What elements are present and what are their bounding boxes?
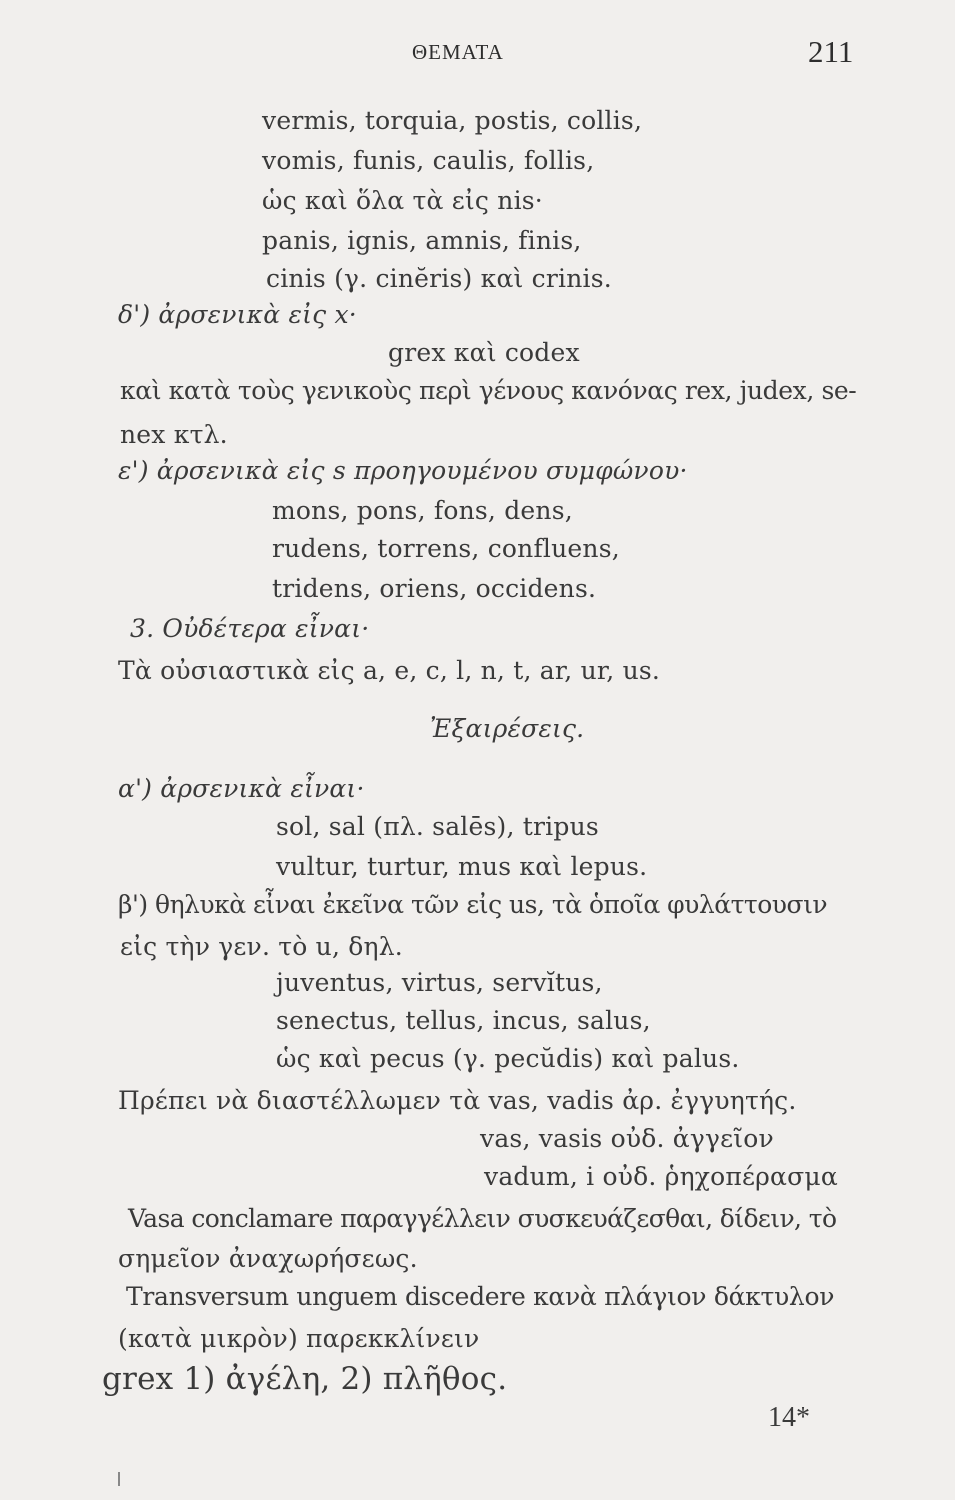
text-line: cinis (γ. cinĕris) καὶ crinis. [266, 264, 612, 293]
text-line: senectus, tellus, incus, salus, [276, 1006, 651, 1035]
text-line: rudens, torrens, confluens, [272, 534, 620, 563]
text-line: καὶ κατὰ τοὺς γενικοὺς περὶ γένους κανόνας rex, judex, se- [120, 376, 857, 405]
text-line: panis, ignis, amnis, finis, [262, 226, 582, 255]
text-line: (κατὰ μικρὸν) παρεκκλίνειν [118, 1324, 480, 1353]
section-heading: 3. Οὐδέτερα εἶναι· [130, 614, 370, 643]
running-head-title: ΘΕΜΑΤΑ [412, 40, 504, 64]
page-number: 211 [808, 34, 854, 69]
text-line: vermis, torquia, postis, collis, [262, 106, 643, 135]
text-line: tridens, oriens, occidens. [272, 574, 597, 603]
text-line: α') ἀρσενικὰ εἶναι· [118, 774, 365, 803]
text-line: sol, sal (πλ. salēs), tripus [276, 812, 599, 841]
text-line: ε') ἀρσενικὰ εἰς s προηγουμένου συμφώνου· [118, 456, 688, 485]
text-line: εἰς τὴν γεν. τὸ u, δηλ. [120, 932, 403, 961]
text-line: vas, vasis οὐδ. ἀγγεῖον [480, 1124, 774, 1153]
text-line: Transversum unguem discedere κανὰ πλάγιον δάκτυλον [126, 1282, 835, 1311]
text-line: mons, pons, fons, dens, [272, 496, 573, 525]
subsection-heading: Ἐξαιρέσεις. [430, 714, 585, 743]
text-line: σημεῖον ἀναχωρήσεως. [118, 1244, 418, 1273]
text-line: δ') ἀρσενικὰ εἰς x· [118, 300, 357, 329]
text-line: vomis, funis, caulis, follis, [262, 146, 595, 175]
text-line: ὡς καὶ ὅλα τὰ εἰς nis· [262, 186, 543, 215]
text-line: Τὰ οὐσιαστικὰ εἰς a, e, c, l, n, t, ar, ur, us. [118, 656, 661, 685]
text-line: β') θηλυκὰ εἶναι ἐκεῖνα τῶν εἰς us, τὰ ὁποῖα φυλάττουσιν [118, 890, 828, 919]
text-line: vultur, turtur, mus καὶ lepus. [276, 852, 648, 881]
text-line: juventus, virtus, servĭtus, [276, 968, 603, 997]
text-line: nex κτλ. [120, 420, 228, 449]
text-line: Vasa conclamare παραγγέλλειν συσκευάζεσθαι, δίδειν, τὸ [128, 1204, 837, 1233]
text-line: grex καὶ codex [388, 338, 580, 367]
text-line: ὡς καὶ pecus (γ. pecŭdis) καὶ palus. [276, 1044, 740, 1073]
text-line: Πρέπει νὰ διαστέλλωμεν τὰ vas, vadis ἀρ. ἐγγυητής. [118, 1086, 797, 1115]
text-line: grex 1) ἀγέλη, 2) πλῆθος. [102, 1361, 508, 1397]
signature-mark: 14* [768, 1402, 810, 1433]
paper-speck [118, 1472, 120, 1486]
text-line: vadum, i οὐδ. ῥηχοπέρασμα [484, 1162, 838, 1191]
